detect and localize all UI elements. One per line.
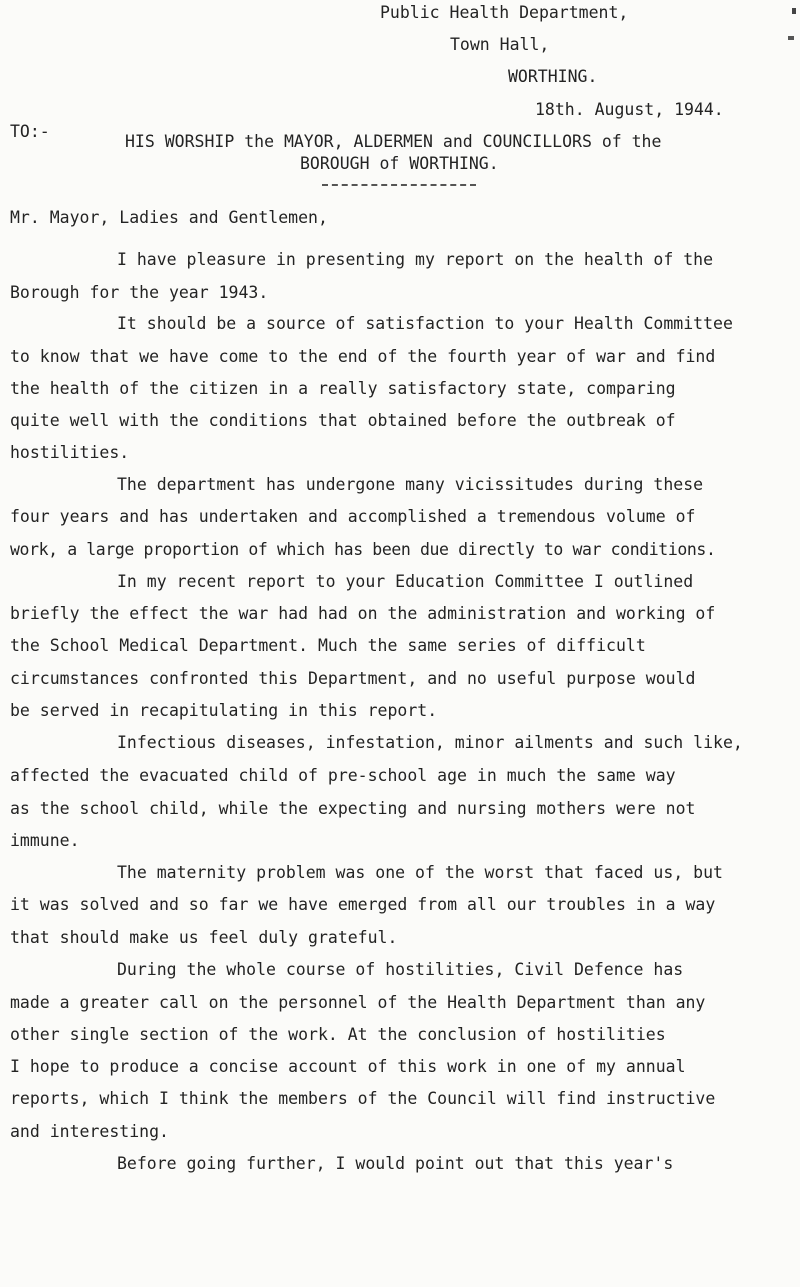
p6-line-4: I hope to produce a concise account of this work in one of my annual — [10, 1057, 686, 1076]
p6-line-5: reports, which I think the members of the Council will find instructive — [10, 1089, 716, 1108]
p3-line-3: work, a large proportion of which has been due directly to war conditions. — [10, 540, 716, 559]
date-line: 18th. August, 1944. — [535, 100, 724, 119]
p2-line-2: to know that we have come to the end of the fourth year of war and find — [10, 347, 716, 366]
p2-line-3: the health of the citizen in a really satisfactory state, comparing — [10, 379, 676, 398]
p6-line-2: made a greater call on the personnel of the Health Department than any — [10, 993, 706, 1012]
p5-line-3: that should make us feel duly grateful. — [10, 928, 398, 947]
p2-line-1: It should be a source of satisfaction to your Health Committee — [117, 314, 733, 333]
p6-line-1: During the whole course of hostilities, Civil Defence has — [117, 960, 684, 979]
addressee-line-2: BOROUGH of WORTHING. — [300, 154, 499, 173]
to-label: TO:- — [10, 122, 50, 141]
p5-line-1: The maternity problem was one of the worst that faced us, but — [117, 863, 723, 882]
p4-line-1: Infectious diseases, infestation, minor ailments and such like, — [117, 733, 743, 752]
p3-line-1: The department has undergone many vicissitudes during these — [117, 475, 704, 494]
p3-line-5: briefly the effect the war had had on the administration and working of — [10, 604, 716, 623]
addressee-line-1: HIS WORSHIP the MAYOR, ALDERMEN and COUNCILLORS of the — [125, 132, 662, 151]
corner-tick — [788, 36, 794, 40]
p1-line-1: I have pleasure in presenting my report on the health of the — [117, 250, 714, 269]
p3-line-2: four years and has undertaken and accomplished a tremendous volume of — [10, 507, 696, 526]
p4-line-3: as the school child, while the expecting and nursing mothers were not — [10, 799, 696, 818]
p3-line-8: be served in recapitulating in this report. — [10, 701, 438, 720]
p7-line-1: Before going further, I would point out that this year's — [117, 1154, 674, 1173]
p3-line-6: the School Medical Department. Much the same series of difficult — [10, 636, 646, 655]
p3-line-7: circumstances confronted this Department, and no useful purpose would — [10, 669, 696, 688]
p3-line-4: In my recent report to your Education Committee I outlined — [117, 572, 694, 591]
p2-line-5: hostilities. — [10, 443, 130, 462]
corner-mark — [792, 8, 796, 14]
place-line: Town Hall, — [450, 35, 550, 54]
p6-line-6: and interesting. — [10, 1122, 169, 1141]
p6-line-3: other single section of the work. At the conclusion of hostilities — [10, 1025, 666, 1044]
p4-line-2: affected the evacuated child of pre-school age in much the same way — [10, 766, 676, 785]
department-line: Public Health Department, — [380, 3, 629, 22]
town-line: WORTHING. — [508, 67, 598, 86]
p2-line-4: quite well with the conditions that obtained before the outbreak of — [10, 411, 676, 430]
p4-line-4: immune. — [10, 831, 80, 850]
salutation: Mr. Mayor, Ladies and Gentlemen, — [10, 208, 328, 227]
p5-line-2: it was solved and so far we have emerged from all our troubles in a way — [10, 895, 716, 914]
dashed-divider — [322, 184, 476, 186]
p1-line-2: Borough for the year 1943. — [10, 283, 269, 302]
